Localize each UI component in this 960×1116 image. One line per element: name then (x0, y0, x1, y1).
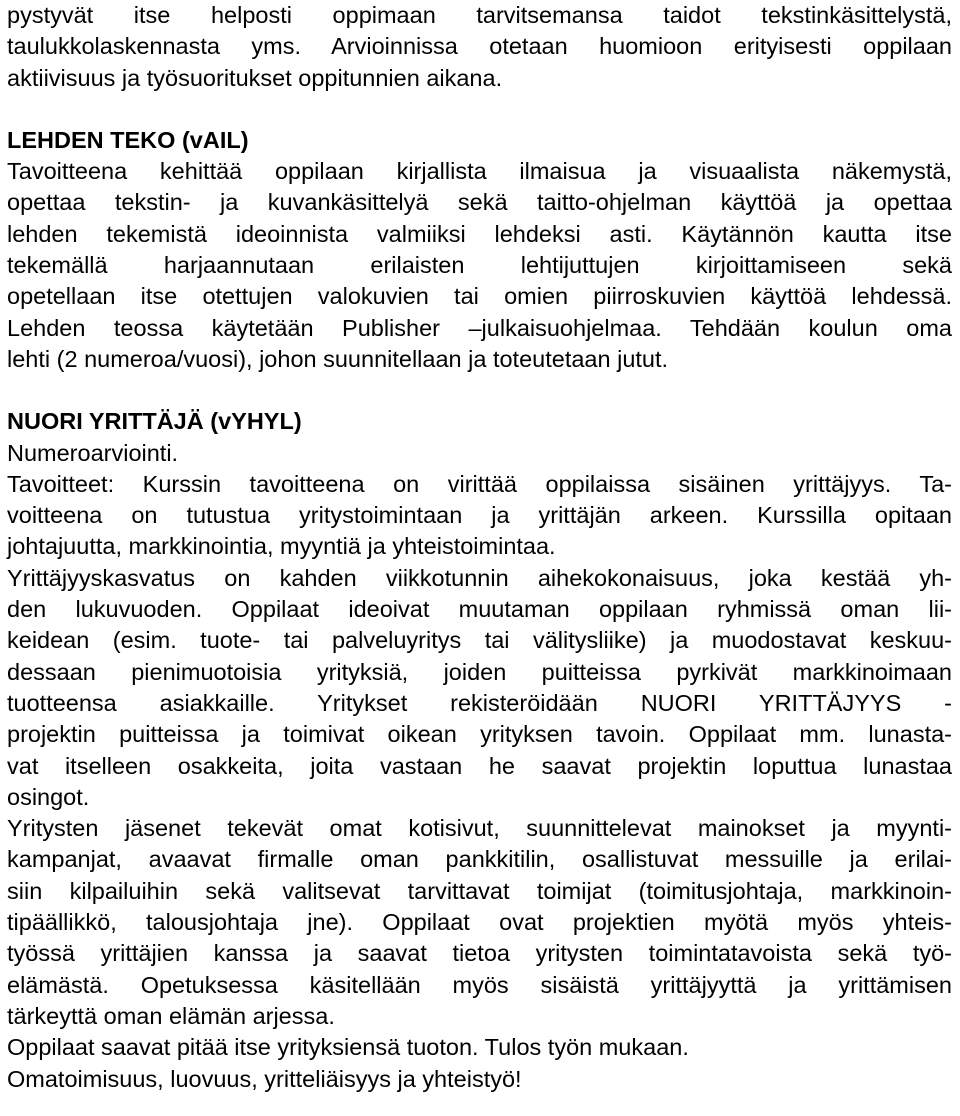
text-line: Omatoimisuus, luovuus, yritteliäisyys ja yhteistyö! (7, 1065, 522, 1092)
text-line: elämästä. Opetuksessa käsitellään myös sisäistä yrittäjyyttä ja yrittämisen (7, 971, 952, 998)
text-line: Yritysten jäsenet tekevät omat kotisivut, suunnittelevat mainokset ja myynti- (7, 815, 952, 842)
text-line: Numeroarviointi. (7, 439, 179, 466)
text-line: taulukkolaskennasta yms. Arvioinnissa otetaan huomioon erityisesti oppilaan (7, 33, 952, 60)
text-line: Yrittäjyyskasvatus on kahden viikkotunnin aihekokonaisuus, joka kestää yh- (7, 564, 952, 591)
text-line: kampanjat, avaavat firmalle oman pankkitilin, osallistuvat messuille ja erilai- (7, 846, 952, 873)
spacer (7, 94, 952, 125)
text-line: opettaa tekstin- ja kuvankäsittelyä sekä taitto-ohjelman käyttöä ja opettaa (7, 189, 952, 216)
text-line: voitteena on tutustua yritystoimintaan ja yrittäjän arkeen. Kurssilla opitaan (7, 502, 952, 529)
text-line: Tavoitteet: Kurssin tavoitteena on virittää oppilaissa sisäinen yrittäjyys. Ta- (7, 470, 952, 497)
text-line: tipäällikkö, talousjohtaja jne). Oppilaat ovat projektien myötä myös yhteis- (7, 909, 952, 936)
text-line: dessaan pienimuotoisia yrityksiä, joiden puitteissa pyrkivät markkinoimaan (7, 658, 952, 685)
text-line: opetellaan itse otettujen valokuvien tai omien piirroskuvien käyttöä lehdessä. (7, 283, 952, 310)
text-line: den lukuvuoden. Oppilaat ideoivat muutaman oppilaan ryhmissä oman lii- (7, 596, 952, 623)
section-lehden-teko (7, 125, 952, 375)
section-nuori-yrittaja (7, 406, 952, 1095)
text-line: keidean (esim. tuote- tai palveluyritys tai välitysliike) ja muodostavat keskuu- (7, 627, 952, 654)
spacer (7, 375, 952, 406)
text-line: projektin puitteissa ja toimivat oikean yrityksen tavoin. Oppilaat mm. lunasta- (7, 721, 952, 748)
text-line: lehden tekemistä ideoinnista valmiiksi lehdeksi asti. Käytännön kautta itse (7, 220, 952, 247)
text-line: työssä yrittäjien kanssa ja saavat tietoa yritysten toimintatavoista sekä työ- (7, 940, 952, 967)
text-line: tuotteensa asiakkaille. Yritykset rekisteröidään NUORI YRITTÄJYYS - (7, 689, 952, 716)
text-line: Lehden teossa käytetään Publisher –julkaisuohjelmaa. Tehdään koulun oma (7, 314, 952, 341)
text-line: tärkeyttä oman elämän arjessa. (7, 1002, 335, 1029)
text-line: aktiivisuus ja työsuoritukset oppitunnien aikana. (7, 64, 503, 91)
text-line: lehti (2 numeroa/vuosi), johon suunnitellaan ja toteutetaan jutut. (7, 345, 669, 372)
text-line: tekemällä harjaannutaan erilaisten lehtijuttujen kirjoittamiseen sekä (7, 252, 952, 279)
text-line: pystyvät itse helposti oppimaan tarvitsemansa taidot tekstinkäsittelystä, (7, 2, 952, 28)
section-heading: LEHDEN TEKO (vAIL) (7, 126, 249, 153)
text-line: osingot. (7, 783, 90, 810)
text-line: vat itselleen osakkeita, joita vastaan he saavat projektin loputtua lunastaa (7, 752, 952, 779)
text-line: johtajuutta, markkinointia, myyntiä ja yhteistoimintaa. (7, 533, 556, 560)
text-line: siin kilpailuihin sekä valitsevat tarvittavat toimijat (toimitusjohtaja, markkinoin- (7, 877, 952, 904)
intro-paragraph (7, 0, 952, 94)
text-line: Tavoitteena kehittää oppilaan kirjallista ilmaisua ja visuaalista näkemystä, (7, 158, 952, 185)
text-line: Oppilaat saavat pitää itse yrityksiensä tuoton. Tulos työn mukaan. (7, 1034, 689, 1061)
section-heading: NUORI YRITTÄJÄ (vYHYL) (7, 408, 302, 435)
